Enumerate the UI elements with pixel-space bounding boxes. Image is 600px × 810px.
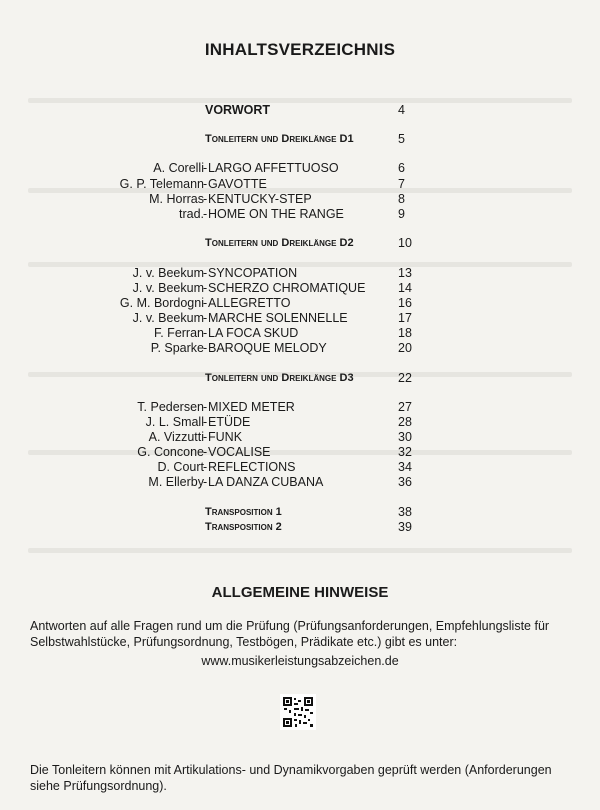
toc-entry: P. Sparke - BAROQUE MELODY 20 xyxy=(0,340,600,356)
toc-entry: J. v. Beekum - SYNCOPATION 13 xyxy=(0,265,600,281)
page-number: 17 xyxy=(398,311,412,325)
piece-title: KENTUCKY-STEP xyxy=(208,192,312,206)
page-number: 16 xyxy=(398,296,412,310)
piece-title: SYNCOPATION xyxy=(208,266,298,280)
composer: trad. xyxy=(178,207,204,221)
toc-transposition-1-label: Transposition 1 xyxy=(205,506,282,518)
composer: G. M. Bordogni xyxy=(119,296,204,310)
page-number: 18 xyxy=(398,326,412,340)
website-url: www.musikerleistungsabzeichen.de xyxy=(201,654,399,668)
piece-title: FUNK xyxy=(208,430,243,444)
composer: A. Corelli xyxy=(153,161,204,175)
toc-section-d2-label: Tonleitern und Dreiklänge D2 xyxy=(205,237,354,249)
page-number: 6 xyxy=(398,161,405,175)
toc-entry: M. Ellerby - LA DANZA CUBANA 36 xyxy=(0,474,600,490)
info-paragraph-line-1: Antworten auf alle Fragen rund um die Prüfung (Prüfungsanforderungen, Empfehlungsliste für xyxy=(30,619,550,633)
section-heading: ALLGEMEINE HINWEISE xyxy=(211,584,389,601)
toc-entry: trad. - HOME ON THE RANGE 9 xyxy=(0,206,600,222)
toc-transposition-2 xyxy=(0,519,600,535)
piece-title: LA FOCA SKUD xyxy=(208,326,299,340)
note-line-1: Die Tonleitern können mit Artikulations- und Dynamikvorgaben geprüft werden (Anforderungen xyxy=(30,763,552,777)
composer: G. Concone xyxy=(137,445,204,459)
toc-section-d3 xyxy=(0,370,600,386)
piece-title: ALLEGRETTO xyxy=(208,296,291,310)
note-line-2: siehe Prüfungsordnung). xyxy=(30,779,167,793)
page-number: 22 xyxy=(398,371,412,385)
piece-title: MARCHE SOLENNELLE xyxy=(208,311,348,325)
toc-vorwort-label: VORWORT xyxy=(205,103,271,117)
composer: J. v. Beekum xyxy=(132,266,204,280)
toc-entry: A. Corelli - LARGO AFFETTUOSO 6 xyxy=(0,160,600,176)
toc-entry: T. Pedersen - MIXED METER 27 xyxy=(0,399,600,415)
toc-entry: G. P. Telemann - GAVOTTE 7 xyxy=(0,176,600,192)
piece-title: ETÜDE xyxy=(208,415,251,429)
toc-entry: D. Court - REFLECTIONS 34 xyxy=(0,459,600,475)
page-title: INHALTSVERZEICHNIS xyxy=(204,40,396,59)
qr-code-icon xyxy=(280,694,316,730)
page-number: 7 xyxy=(398,177,405,191)
page-number: 38 xyxy=(398,505,412,519)
show-through-line xyxy=(28,548,572,553)
toc-entry: A. Vizzutti - FUNK 30 xyxy=(0,429,600,445)
page-number: 13 xyxy=(398,266,412,280)
toc-entry: J. L. Small - ETÜDE 28 xyxy=(0,414,600,430)
composer: F. Ferran xyxy=(153,326,204,340)
toc-entry: G. M. Bordogni - ALLEGRETTO 16 xyxy=(0,295,600,311)
piece-title: BAROQUE MELODY xyxy=(208,341,327,355)
toc-entry: J. v. Beekum - SCHERZO CHROMATIQUE 14 xyxy=(0,280,600,296)
page-number: 8 xyxy=(398,192,405,206)
piece-title: MIXED METER xyxy=(208,400,295,414)
piece-title: HOME ON THE RANGE xyxy=(208,207,344,221)
page-number: 27 xyxy=(398,400,412,414)
piece-title: SCHERZO CHROMATIQUE xyxy=(208,281,366,295)
page-number: 28 xyxy=(398,415,412,429)
composer: A. Vizzutti xyxy=(148,430,204,444)
composer: J. v. Beekum xyxy=(132,311,204,325)
page-number: 5 xyxy=(398,132,405,146)
toc-entry: F. Ferran - LA FOCA SKUD 18 xyxy=(0,325,600,341)
toc-vorwort xyxy=(0,102,600,118)
piece-title: LARGO AFFETTUOSO xyxy=(208,161,339,175)
page-number: 20 xyxy=(398,341,412,355)
toc-section-d1-label: Tonleitern und Dreiklänge D1 xyxy=(205,133,354,145)
toc-entry: J. v. Beekum - MARCHE SOLENNELLE 17 xyxy=(0,310,600,326)
page-number: 14 xyxy=(398,281,412,295)
piece-title: VOCALISE xyxy=(208,445,271,459)
piece-title: LA DANZA CUBANA xyxy=(208,475,324,489)
toc-section-d3-label: Tonleitern und Dreiklänge D3 xyxy=(205,372,354,384)
piece-title: REFLECTIONS xyxy=(208,460,296,474)
toc-transposition-2-label: Transposition 2 xyxy=(205,521,282,533)
page-number: 30 xyxy=(398,430,412,444)
composer: M. Ellerby xyxy=(148,475,204,489)
piece-title: GAVOTTE xyxy=(208,177,267,191)
toc-entry: G. Concone - VOCALISE 32 xyxy=(0,444,600,460)
toc-transposition-1 xyxy=(0,504,600,520)
page-number: 4 xyxy=(398,103,405,117)
page-number: 36 xyxy=(398,475,412,489)
toc-section-d2 xyxy=(0,235,600,251)
info-paragraph-line-2: Selbstwahlstücke, Prüfungsordnung, Testbögen, Prädikate etc.) gibt es unter: xyxy=(30,635,458,649)
composer: P. Sparke xyxy=(150,341,204,355)
toc-entry: M. Horras - KENTUCKY-STEP 8 xyxy=(0,191,600,207)
page-number: 34 xyxy=(398,460,412,474)
composer: D. Court xyxy=(157,460,204,474)
page-number: 9 xyxy=(398,207,405,221)
composer: M. Horras xyxy=(149,192,204,206)
composer: G. P. Telemann xyxy=(119,177,204,191)
page-number: 39 xyxy=(398,520,412,534)
toc-section-d1 xyxy=(0,131,600,147)
composer: J. L. Small xyxy=(145,415,204,429)
page-number: 32 xyxy=(398,445,412,459)
composer: J. v. Beekum xyxy=(132,281,204,295)
composer: T. Pedersen xyxy=(137,400,204,414)
page-number: 10 xyxy=(398,236,412,250)
